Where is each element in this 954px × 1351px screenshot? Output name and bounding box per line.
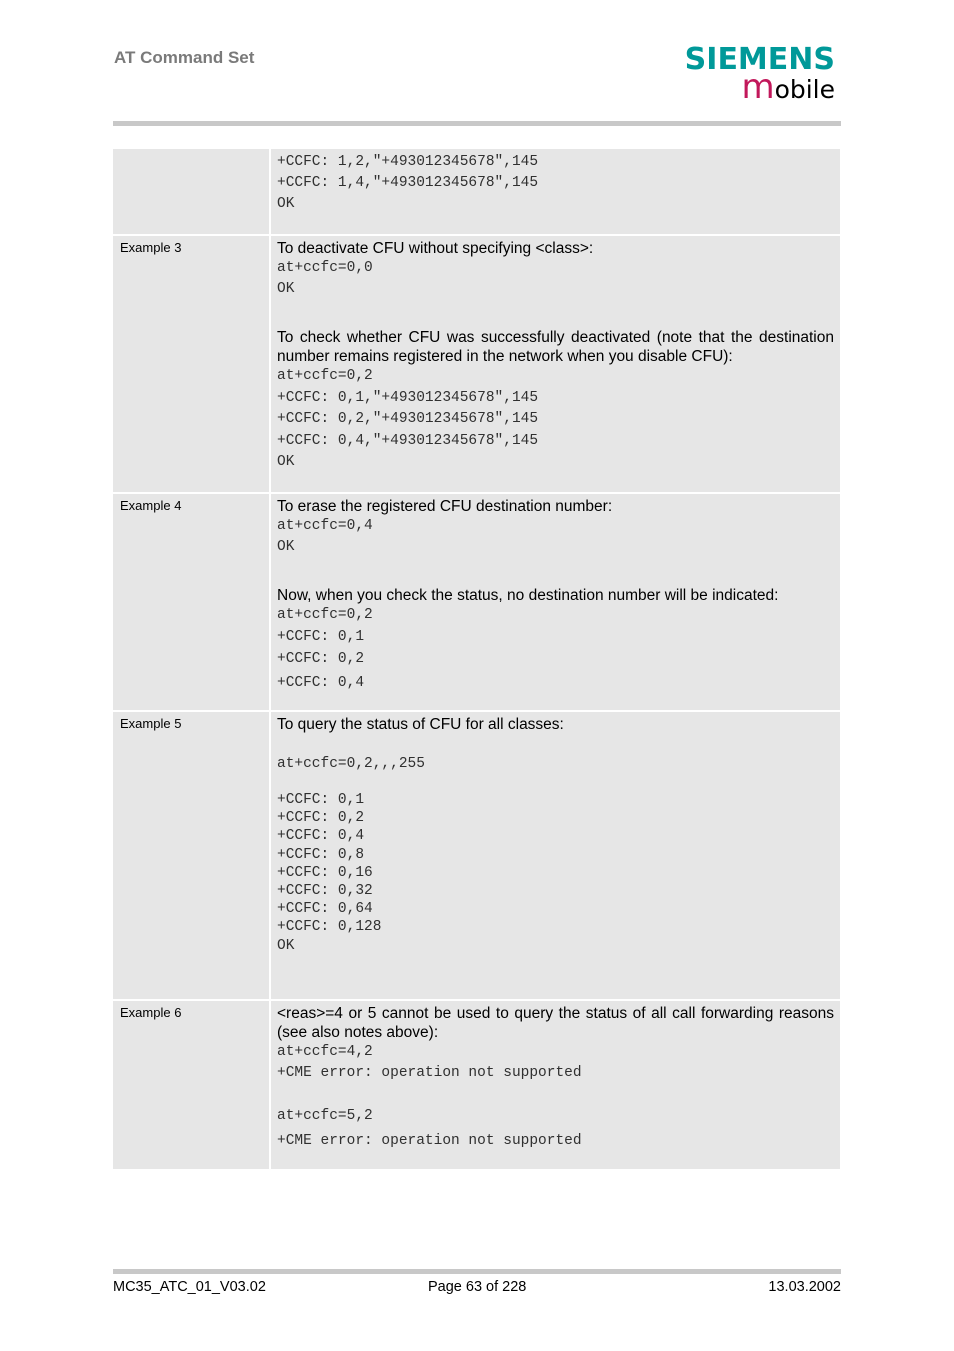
example-description: To deactivate CFU without specifying <class>:	[277, 240, 594, 257]
row-label: Example 4	[113, 494, 271, 710]
code-line: +CCFC: 1,2,"+493012345678",145	[277, 154, 539, 170]
logo-subtitle: mobile	[741, 67, 835, 107]
code-line: +CCFC: 0,4	[277, 828, 365, 845]
example-description: Now, when you check the status, no destination number will be indicated:	[277, 587, 779, 604]
footer-page-number: Page 63 of 228	[428, 1279, 527, 1295]
row-label: Example 5	[113, 712, 271, 999]
code-line: +CCFC: 0,2	[277, 651, 365, 667]
logo-brand: SIEMENS	[684, 42, 835, 77]
header-rule	[113, 121, 841, 126]
header-title: AT Command Set	[114, 48, 255, 67]
code-line: at+ccfc=0,0	[277, 260, 373, 276]
code-line: +CCFC: 0,16	[277, 864, 373, 881]
code-line: at+ccfc=0,2,,,255	[277, 756, 425, 772]
examples-table	[113, 149, 840, 1169]
row-content	[271, 494, 840, 710]
row-content	[271, 1001, 840, 1169]
code-line: +CCFC: 1,4,"+493012345678",145	[277, 175, 539, 191]
code-line: OK	[277, 937, 295, 954]
table-row	[113, 494, 840, 712]
code-line: +CME error: operation not supported	[277, 1133, 582, 1149]
row-content	[271, 236, 840, 492]
code-line: at+ccfc=4,2	[277, 1044, 373, 1060]
code-line: +CCFC: 0,64	[277, 901, 373, 918]
code-line: +CCFC: 0,128	[277, 919, 382, 936]
code-line: +CCFC: 0,2	[277, 810, 365, 827]
row-label	[113, 149, 271, 234]
example-description: To query the status of CFU for all classes:	[277, 716, 564, 733]
table-row	[113, 236, 840, 494]
code-line: OK	[277, 196, 295, 212]
example-description: <reas>=4 or 5 cannot be used to query the status of all call forwarding reasons (see also notes above):	[277, 1005, 834, 1041]
table-row	[113, 149, 840, 236]
code-line: at+ccfc=0,2	[277, 607, 373, 623]
siemens-mobile-logo	[684, 42, 835, 107]
code-line: at+ccfc=0,4	[277, 518, 373, 534]
code-line: OK	[277, 454, 295, 470]
code-line: +CCFC: 0,1	[277, 792, 365, 808]
code-line: OK	[277, 281, 295, 297]
code-line: OK	[277, 539, 295, 555]
code-line: +CCFC: 0,1,"+493012345678",145	[277, 389, 539, 406]
footer-doc-id: MC35_ATC_01_V03.02	[113, 1279, 266, 1295]
code-line: +CCFC: 0,4	[277, 674, 365, 691]
code-line: +CCFC: 0,32	[277, 883, 373, 900]
example-description: To erase the registered CFU destination number:	[277, 498, 613, 515]
code-line: +CCFC: 0,2,"+493012345678",145	[277, 411, 539, 427]
table-row	[113, 1001, 840, 1169]
table-row	[113, 712, 840, 1001]
example-description: To check whether CFU was successfully deactivated (note that the destination number remains registered in the network when you disable CFU):	[277, 329, 834, 365]
row-label: Example 3	[113, 236, 271, 492]
code-line: at+ccfc=0,2	[277, 368, 373, 384]
code-line: +CCFC: 0,8	[277, 846, 365, 863]
code-line: +CME error: operation not supported	[277, 1065, 582, 1081]
row-label: Example 6	[113, 1001, 271, 1169]
row-content	[271, 712, 840, 999]
code-line: +CCFC: 0,4,"+493012345678",145	[277, 432, 539, 449]
code-line: at+ccfc=5,2	[277, 1108, 373, 1124]
footer-date: 13.03.2002	[768, 1279, 841, 1295]
code-line: +CCFC: 0,1	[277, 628, 365, 645]
footer-rule	[113, 1269, 841, 1274]
row-content	[271, 149, 840, 234]
